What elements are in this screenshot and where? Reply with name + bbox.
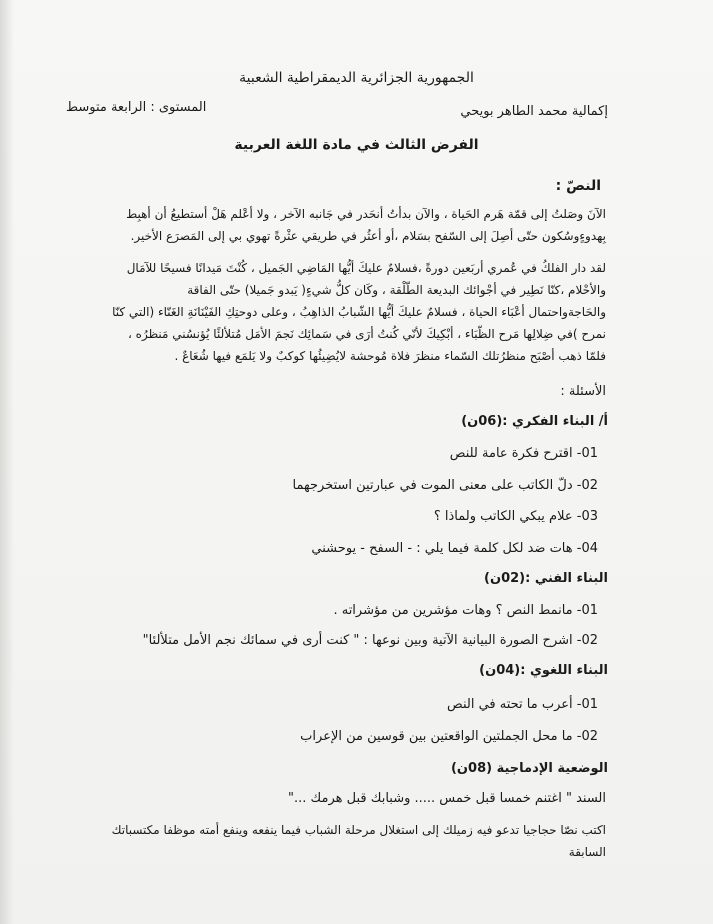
question-idea-3: 03- علام يبكي الكاتب ولماذا ؟ [433, 509, 598, 524]
section-language-title: البناء اللغوي :(04ن) [479, 663, 608, 678]
text-p1-line1: الآنَ وصَلتُ إلى قمّة هَرم الحَياة ، والآن بدأتُ أنحَدر في جَانبه الآخر ، ولا أعْلم هَلْ أستطيعُ أن أهبِط [126, 207, 606, 221]
integration-task-line2: السابقة [568, 845, 606, 859]
level-label: المستوى : الرابعة متوسط [66, 100, 207, 115]
republic-title: الجمهورية الجزائرية الديمقراطية الشعبية [239, 70, 474, 86]
integration-task-line1: اكتب نصّا حجاجيا تدعو فيه زميلك إلى استغلال مرحلة الشباب فيما ينفعه وينفع أمته موظفا مكتسباتك [111, 823, 606, 837]
question-language-1: 01- أعرب ما تحته في النص [447, 697, 598, 712]
question-language-2: 02- ما محل الجملتين الواقعتين بين قوسين من الإعراب [300, 729, 598, 744]
text-p1-line2: بِهدوءٍوسُكون حتّى أصِلَ إلى السّفح بسَلام ،أو أعثُر في طريقي عثْرةً تهوي بي إلى المَصرَع الأخير. [130, 229, 606, 243]
text-heading: النصّ : [555, 178, 601, 194]
question-idea-1: 01- اقترح فكرة عامة للنص [449, 446, 598, 461]
section-art-title: البناء الفني :(02ن) [484, 571, 608, 586]
question-art-2: 02- اشرح الصورة البيانية الآتية وبين نوعها : " كنت أرى في سمائك نجم الأمل متلألئا" [142, 633, 598, 648]
school-name: إكمالية محمد الطاهر بويحي [460, 104, 608, 119]
question-art-1: 01- مانمط النص ؟ وهات مؤشرين من مؤشراته . [333, 603, 598, 618]
question-idea-2: 02- دلّ الكاتب على معنى الموت في عبارتين استخرجهما [292, 478, 598, 493]
text-p2-line1: لقد دار الفلكُ في عُمري أربَعين دورةً ،فسلامٌ عليكَ أيُّها المَاضِي الجَميل ، كُنْتَ مَيدانًا فسيحًا للآمَال [126, 261, 606, 275]
exam-title: الفرض الثالث في مادة اللغة العربية [234, 137, 479, 153]
section-idea-title: أ/ البناء الفكري :(06ن) [461, 414, 608, 429]
text-p2-line5: فلمّا ذهب أصْبَح منظرُتلك السّماء منظرَ فلاة مُوحشة لايُضِيئُها كوكبٌ ولا يَلمَع فيها شُعَاعٌ . [174, 349, 606, 363]
section-integration-title: الوضعية الإدماجية (08ن) [450, 761, 608, 776]
text-p2-line4: نمرح )في ضِلالِها مَرح الظّبَاء ، أبْكِيكَ لأنّي كُنتُ أرَى في سَمائِك نَجمَ الأمَل مُتلألئًا يُؤنسُني مَنظرُه ، [127, 327, 606, 341]
questions-label: الأسئلة : [560, 384, 606, 399]
question-idea-4: 04- هات ضد لكل كلمة فيما يلي : - السفح - يوحشني [311, 541, 598, 556]
integration-source: السند " اغتنم خمسا قبل خمس ..... وشبابك قبل هرمك ..." [288, 791, 606, 806]
text-p2-line3: والحَاجةواحتمال أعْبَاء الحياة ، فسلامٌ عليكَ أيُّها الشّبابُ الذاهِبُ ، وعلى دوحتِكِ الفَيْنَانَةِ الغَنّاء (التي كنّا [112, 305, 606, 319]
text-p2-line2: والأحْلام ،كنّا نَطِير في أجْوائك البديعة الطّلْقة ، وكَان كلُّ شيءٍ( يَبدو جَميلا) حتّى الفاقة [187, 283, 606, 297]
